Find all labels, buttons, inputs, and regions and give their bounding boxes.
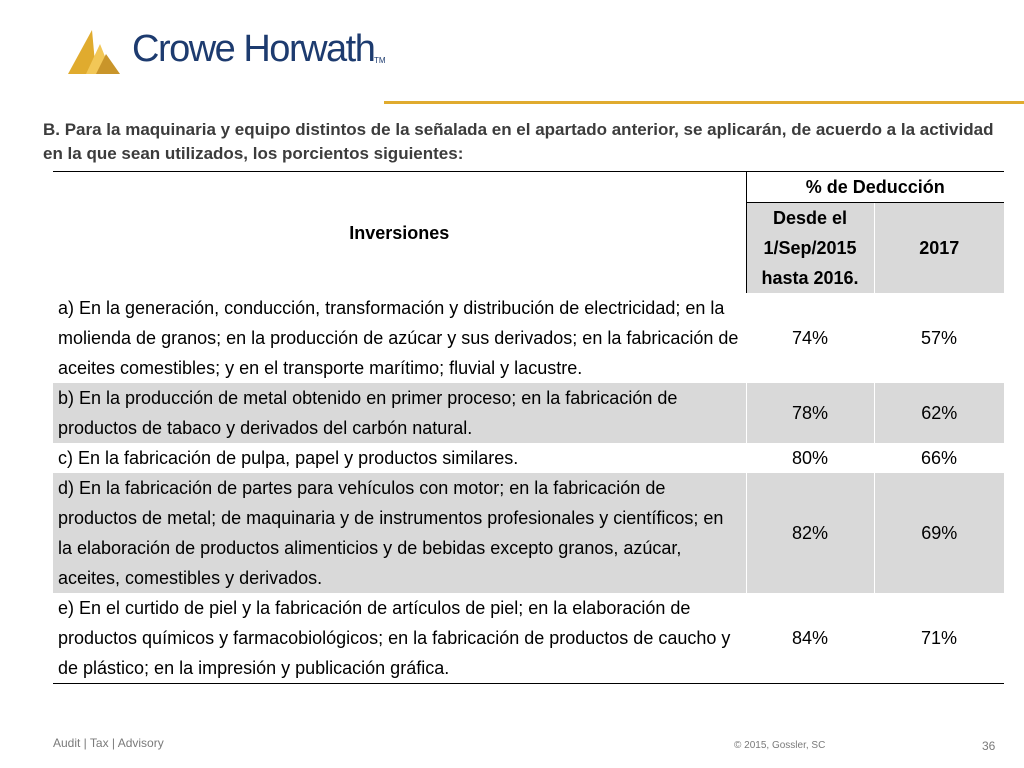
deductions-table [53,171,1004,684]
row-pct-2017: 66% [920,447,958,468]
row-description: d) En la fabricación de partes para vehículos con motor; en la fabricación de productos de metal; de maquinaria y de instrumentos profesionales y científicos; en la elaboración de productos alimenticios y de bebidas excepto granos, azúcar, aceites, comestibles y derivados. [53,473,746,593]
row-description: b) En la producción de metal obtenido en primer proceso; en la fabricación de productos de tabaco y derivados del carbón natural. [53,383,746,443]
table-row [53,293,1004,383]
row-description: a) En la generación, conducción, transformación y distribución de electricidad; en la molienda de granos; en la producción de azúcar y sus derivados; en la fabricación de aceites comestibles; y en el transporte marítimo; fluvial y lacustre. [58,298,739,378]
table-row [53,593,1004,684]
brand-name: Crowe Horwath [132,28,375,70]
row-pct-2016: 82% [746,473,874,593]
header-inversiones: Inversiones [53,172,746,294]
row-description: e) En el curtido de piel y la fabricación de artículos de piel; en la elaboración de productos químicos y farmacobiológicos; en la fabricación de productos de caucho y de plástico; en la impresión y publicación gráfica. [53,593,746,684]
intro-text: B. Para la maquinaria y equipo distintos de la señalada en el apartado anterior, se aplicarán, de acuerdo a la actividad en la que sean utilizados, los porcientos siguientes: [43,120,994,163]
row-pct-2016: 84% [746,593,874,684]
brand-trademark: TM [374,56,386,65]
header-period-2015-2016: Desde el 1/Sep/2015 hasta 2016. [746,203,874,294]
row-description: c) En la fabricación de pulpa, papel y productos similares. [58,448,519,468]
row-pct-2016: 80% [791,447,829,468]
row-pct-2016: 74% [791,327,829,348]
header-period-2017: 2017 [874,203,1004,294]
header-deduccion: % de Deducción [746,172,1004,203]
row-pct-2017: 71% [874,593,1004,684]
crowe-horwath-logo [66,26,396,78]
footer-copyright: © 2015, Gossler, SC [734,740,826,751]
page-number: 36 [982,739,996,753]
row-pct-2017: 62% [874,383,1004,443]
row-pct-2017: 69% [874,473,1004,593]
row-pct-2016: 78% [746,383,874,443]
gold-peak-icon [66,26,122,76]
header-divider [384,101,1024,104]
table-row [53,473,1004,593]
footer-service-lines: Audit | Tax | Advisory [53,736,164,750]
row-pct-2017: 57% [920,327,958,348]
table-row [53,383,1004,443]
table-row [53,443,1004,473]
